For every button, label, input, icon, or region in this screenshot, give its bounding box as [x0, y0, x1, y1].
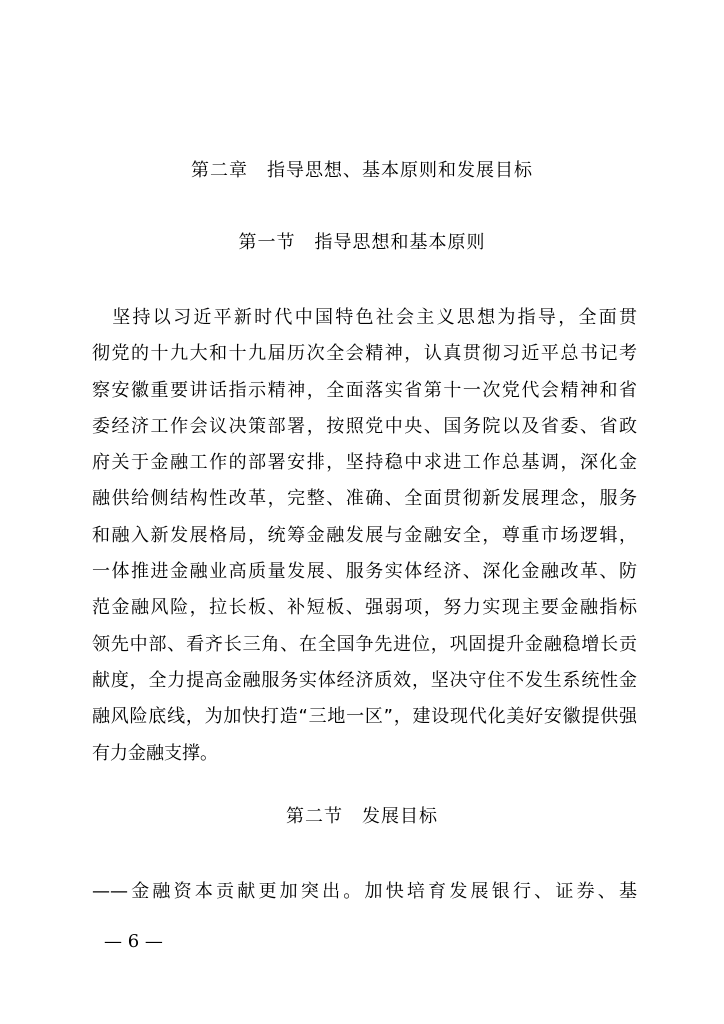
paragraph-line: 彻党的十九大和十九届历次全会精神，认真贯彻习近平总书记考	[92, 343, 637, 365]
paragraph-line: 府关于金融工作的部署安排，坚持稳中求进工作总基调，深化金	[92, 452, 637, 474]
paragraph-line: 察安徽重要讲话指示精神，全面落实省第十一次党代会精神和省	[92, 379, 637, 401]
paragraph-line: 坚持以习近平新时代中国特色社会主义思想为指导，全面贯	[92, 307, 637, 328]
paragraph-guiding-ideology	[92, 300, 637, 772]
paragraph-line: 一体推进金融业高质量发展、服务实体经济、深化金融改革、防	[92, 561, 637, 583]
paragraph-line: 领先中部、看齐长三角、在全国争先进位，巩固提升金融稳增长贡	[92, 633, 637, 655]
paragraph-line: 献度，全力提高金融服务实体经济质效，坚决守住不发生系统性金	[92, 669, 637, 691]
paragraph-line: 有力金融支撑。	[92, 742, 218, 764]
chapter-title: 第二章 指导思想、基本原则和发展目标	[191, 160, 533, 181]
paragraph-line: 融供给侧结构性改革，完整、准确、全面贯彻新发展理念，服务	[92, 488, 637, 510]
paragraph-line: 委经济工作会议决策部署，按照党中央、国务院以及省委、省政	[92, 415, 637, 437]
paragraph-line: 和融入新发展格局，统筹金融发展与金融安全，尊重市场逻辑，	[92, 524, 637, 546]
paragraph-line: 范金融风险，拉长板、补短板、强弱项，努力实现主要金融指标	[92, 597, 637, 619]
paragraph-line: ——金融资本贡献更加突出。加快培育发展银行、证券、基	[92, 881, 637, 902]
page-number: — 6 —	[104, 931, 163, 952]
paragraph-development-goals	[92, 874, 637, 910]
section-title-development-goals: 第二节 发展目标	[286, 806, 438, 827]
section-title-guiding-principles: 第一节 指导思想和基本原则	[238, 232, 486, 253]
paragraph-line: 融风险底线，为加快打造“三地一区”，建设现代化美好安徽提供强	[92, 706, 637, 728]
